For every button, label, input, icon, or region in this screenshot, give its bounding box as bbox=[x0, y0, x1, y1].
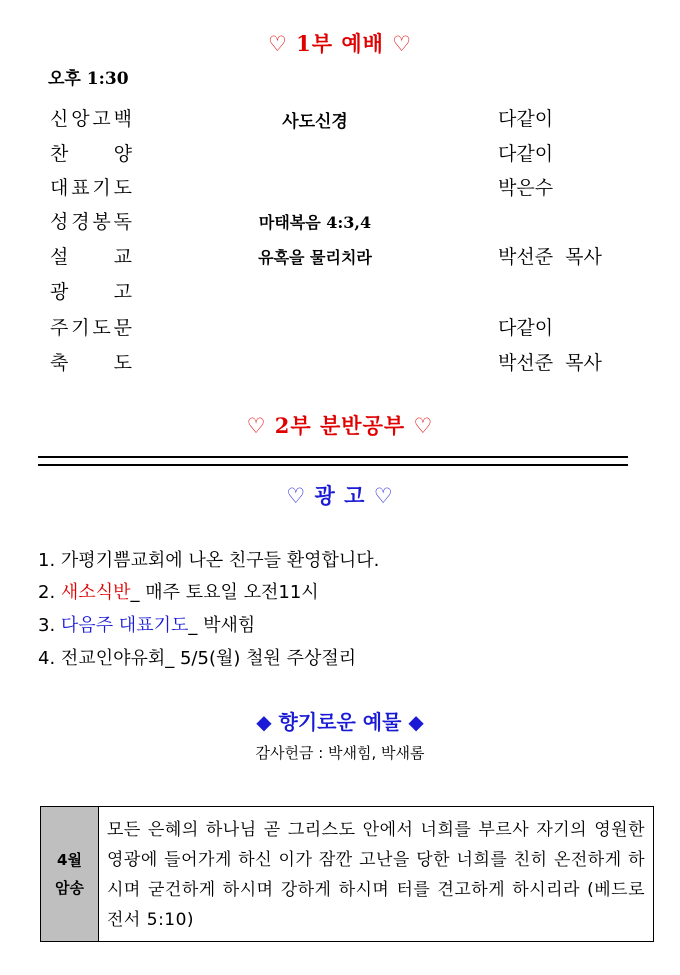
service-item-person: 다같이 bbox=[498, 108, 554, 130]
memory-verse-label bbox=[41, 807, 99, 941]
service-row bbox=[0, 348, 680, 382]
service-item-label: 신 앙 고 백 bbox=[50, 108, 132, 130]
service-row bbox=[0, 277, 680, 311]
announcement-text: 가평기쁨교회에 나온 친구들 환영합니다. bbox=[60, 550, 380, 571]
announcement-item-4 bbox=[38, 644, 356, 670]
service-item-content: 유혹을 물리치라 bbox=[258, 248, 372, 267]
announcement-item-1 bbox=[38, 546, 379, 572]
announcement-highlight: 다음주 대표기도 bbox=[60, 615, 189, 636]
service-item-content: 사도신경 bbox=[282, 112, 348, 132]
service-item-label: 축 도 bbox=[50, 352, 132, 374]
announcement-item-3 bbox=[38, 611, 255, 637]
announcement-number: 4. bbox=[38, 648, 56, 669]
service-row bbox=[0, 313, 680, 347]
service-item-person: 박은수 bbox=[498, 177, 554, 199]
part2-title: ♡ 2부 분반공부 ♡ bbox=[246, 413, 434, 438]
announcement-text: 전교인야유회_ 5/5(월) 철원 주상절리 bbox=[60, 648, 357, 669]
service-row bbox=[0, 173, 680, 207]
service-item-person: 박선준 목사 bbox=[498, 352, 602, 374]
memory-verse-caption: 암송 bbox=[55, 879, 84, 897]
service-item-person: 다같이 bbox=[498, 143, 554, 165]
service-item-person: 박선준 목사 bbox=[498, 246, 602, 268]
service-row bbox=[0, 139, 680, 173]
announcement-number: 2. bbox=[38, 582, 56, 603]
offering-line: 감사헌금 : 박새힘, 박새롬 bbox=[255, 744, 425, 762]
memory-verse-box bbox=[40, 806, 654, 942]
service-row bbox=[0, 104, 680, 138]
announcement-item-2 bbox=[38, 578, 319, 604]
announcement-text: _ 박새힘 bbox=[188, 615, 256, 636]
service-item-label: 성 경 봉 독 bbox=[50, 211, 132, 233]
service-item-label: 대 표 기 도 bbox=[50, 177, 132, 199]
announcement-text: _ 매주 토요일 오전11시 bbox=[130, 582, 319, 603]
part1-title: ♡ 1부 예배 ♡ bbox=[267, 31, 413, 56]
service-row bbox=[0, 207, 680, 241]
service-item-person: 다같이 bbox=[498, 317, 554, 339]
offering-title: ◆ 향기로운 예물 ◆ bbox=[256, 710, 424, 734]
announcement-number: 1. bbox=[38, 550, 56, 571]
service-item-content: 마태복음 4:3,4 bbox=[258, 213, 372, 232]
memory-verse-text: 모든 은혜의 하나님 곧 그리스도 안에서 너희를 부르사 자기의 영원한 영광에 들어가게 하신 이가 잠깐 고난을 당한 너희를 친히 온전하게 하시며 굳건하게 하시며 강하게 하시며 터를 견고하게 하시리라 (베드로전서 5:10) bbox=[107, 820, 645, 930]
announcements-title: ♡ 광 고 ♡ bbox=[286, 483, 394, 508]
announcement-number: 3. bbox=[38, 615, 56, 636]
service-item-label: 광 고 bbox=[50, 281, 132, 303]
announcement-highlight: 새소식반 bbox=[60, 582, 131, 603]
service-row bbox=[0, 242, 680, 276]
service-item-label: 찬 양 bbox=[50, 143, 132, 165]
service-item-label: 설 교 bbox=[50, 246, 132, 268]
service-item-label: 주 기 도 문 bbox=[50, 317, 132, 339]
memory-verse-month: 4월 bbox=[57, 851, 82, 869]
service-time: 오후 1:30 bbox=[48, 69, 129, 89]
double-divider bbox=[38, 456, 628, 466]
